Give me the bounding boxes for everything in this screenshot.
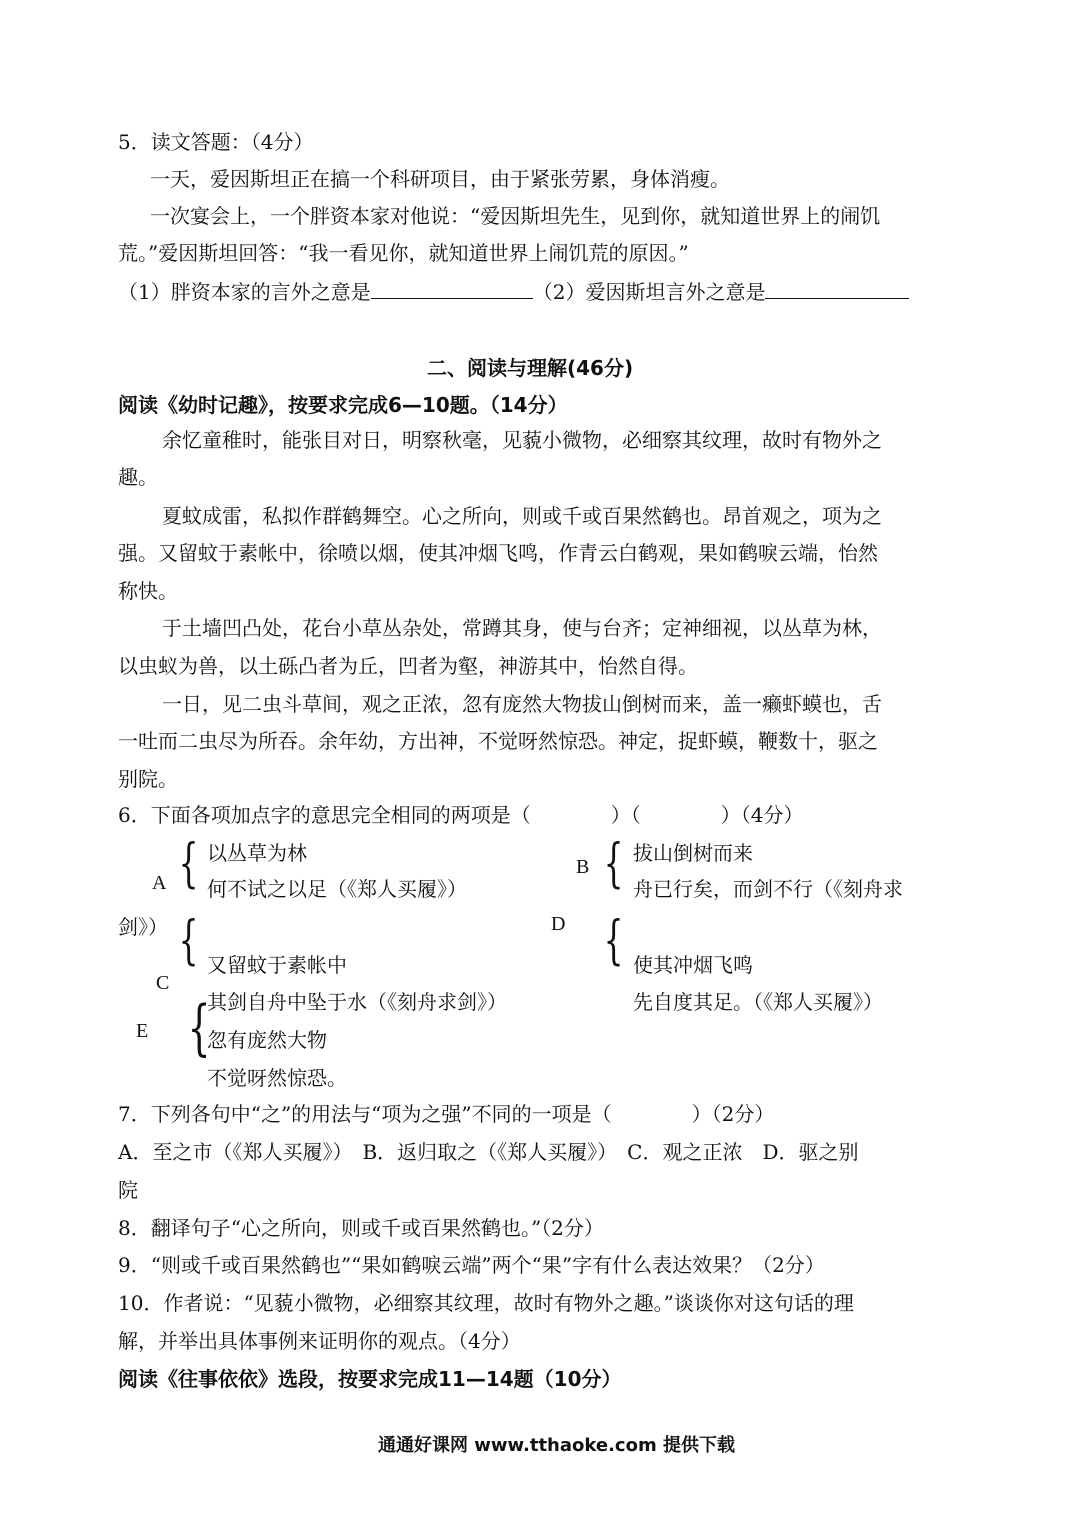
page-footer: 通通好课网 www.tthaoke.com 提供下载	[378, 1435, 735, 1456]
reading2-intro: 阅读《往事依依》选段，按要求完成11—14题（10分）	[118, 1367, 622, 1391]
option-b-continuation: 剑》）	[118, 915, 168, 939]
q5-sub2: （2）爱因斯坦言外之意是	[532, 280, 766, 304]
option-c-line-1: 又留蚊于素帐中	[207, 953, 347, 977]
q5-subquestions	[118, 279, 909, 305]
passage-line: 夏蚊成雷，私拟作群鹤舞空。心之所向，则或千或百果然鹤也。昂首观之，项为之	[162, 504, 882, 528]
option-e-line-1: 忽有庞然大物	[207, 1028, 327, 1052]
q9: 9．“则或千或百果然鹤也”“果如鹤唳云端”两个“果”字有什么表达效果？（2分）	[118, 1253, 825, 1277]
passage-line: 别院。	[118, 767, 178, 791]
option-b-line-2: 舟已行矣，而剑不行（《刻舟求	[633, 877, 903, 901]
q10-line-1: 10．作者说：“见藐小微物，必细察其纹理，故时有物外之趣。”谈谈你对这句话的理	[118, 1291, 854, 1315]
option-c-line-2: 其剑自舟中坠于水（《刻舟求剑》）	[207, 990, 507, 1014]
q5-sub1: （1）胖资本家的言外之意是	[118, 280, 371, 304]
answer-blank-1[interactable]	[371, 280, 533, 299]
brace-icon: {	[178, 911, 199, 971]
q6-stem: 6．下面各项加点字的意思完全相同的两项是（ ）（ ）（4分）	[118, 803, 804, 827]
q7-stem: 7．下列各句中“之”的用法与“项为之强”不同的一项是（ ）（2分）	[118, 1102, 775, 1126]
passage-line: 于土墙凹凸处，花台小草丛杂处，常蹲其身，使与台齐；定神细视，以丛草为林，	[162, 616, 882, 640]
passage-line: 余忆童稚时，能张目对日，明察秋毫，见藐小微物，必细察其纹理，故时有物外之	[162, 428, 882, 452]
option-e-line-2: 不觉呀然惊恐。	[207, 1066, 347, 1090]
brace-icon: {	[603, 834, 624, 894]
option-label-a: A	[152, 872, 167, 894]
option-b-line-1: 拔山倒树而来	[633, 841, 753, 865]
option-label-b: B	[576, 856, 590, 878]
option-a-line-1: 以丛草为林	[207, 841, 307, 865]
brace-icon: {	[178, 834, 199, 894]
option-label-d: D	[551, 913, 566, 935]
passage-line: 一日，见二虫斗草间，观之正浓，忽有庞然大物拔山倒树而来，盖一癞虾蟆也，舌	[162, 692, 882, 716]
option-label-c: C	[156, 972, 170, 994]
passage-line: 称快。	[118, 579, 178, 603]
option-a-line-2: 何不试之以足（《郑人买履》）	[207, 877, 467, 901]
passage-line: 一吐而二虫尽为所吞。余年幼，方出神，不觉呀然惊恐。神定，捉虾蟆，鞭数十，驱之	[118, 729, 878, 753]
passage-line: 趣。	[118, 465, 158, 489]
q5-paragraph-2b: 荒。”爱因斯坦回答：“我一看见你，就知道世界上闹饥荒的原因。”	[118, 241, 689, 265]
reading1-intro: 阅读《幼时记趣》，按要求完成6—10题。（14分）	[118, 393, 568, 417]
q5-paragraph-1: 一天，爱因斯坦正在搞一个科研项目，由于紧张劳累，身体消瘦。	[150, 167, 730, 191]
q5-paragraph-2a: 一次宴会上，一个胖资本家对他说：“爱因斯坦先生，见到你，就知道世界上的闹饥	[150, 204, 881, 228]
q8: 8．翻译句子“心之所向，则或千或百果然鹤也。”（2分）	[118, 1216, 604, 1240]
brace-icon: {	[187, 993, 211, 1063]
passage-line: 强。又留蚊于素帐中，徐喷以烟，使其冲烟飞鸣，作青云白鹤观，果如鹤唳云端，怡然	[118, 541, 878, 565]
q5-title: 5．读文答题：（4分）	[118, 130, 314, 154]
section-heading: 二、阅读与理解(46分)	[427, 356, 634, 380]
q7-options: A．至之市（《郑人买履》） B．返归取之（《郑人买履》） C．观之正浓 D．驱之别	[118, 1140, 859, 1164]
q10-line-2: 解，并举出具体事例来证明你的观点。（4分）	[118, 1329, 521, 1353]
option-label-e: E	[136, 1020, 149, 1042]
option-d-line-2: 先自度其足。（《郑人买履》）	[633, 990, 883, 1014]
answer-blank-2[interactable]	[765, 280, 909, 299]
passage-line: 以虫蚁为兽，以土砾凸者为丘，凹者为壑，神游其中，怡然自得。	[118, 654, 698, 678]
brace-icon: {	[603, 911, 624, 971]
option-d-line-1: 使其冲烟飞鸣	[633, 953, 753, 977]
q7-options-continuation: 院	[118, 1178, 138, 1202]
